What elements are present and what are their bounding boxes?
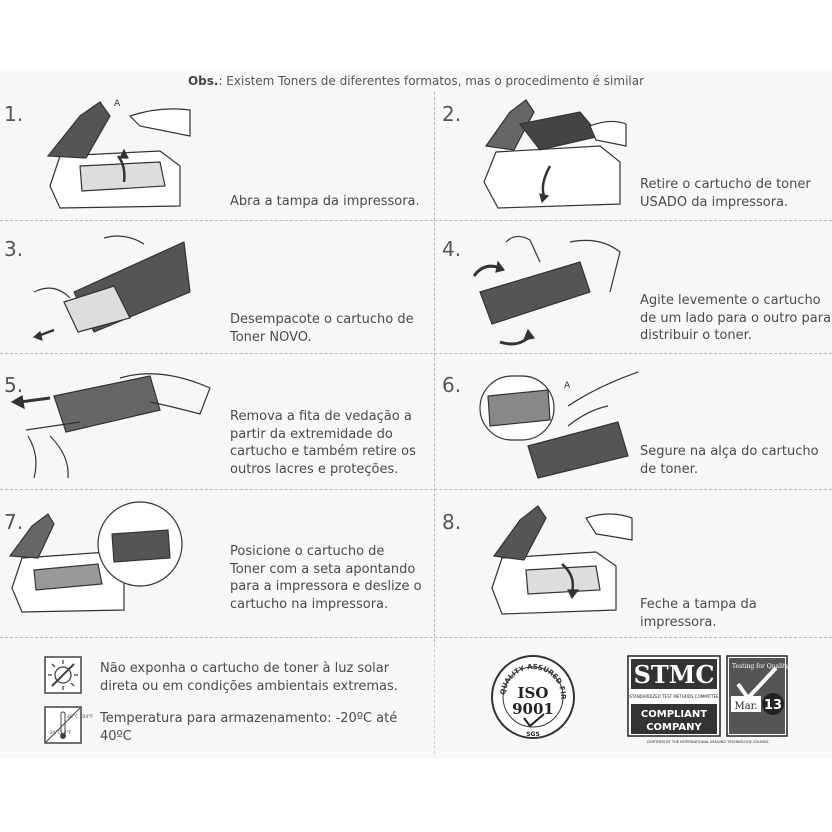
step-5-illustration [10,366,220,482]
temp-icon-high: 40°C 104°F [67,715,93,720]
iso-sub: SGS [526,731,540,738]
temp-icon-low: -20°C -4°F [48,731,72,736]
stmc-logo [628,656,790,750]
step-8-number: 8. [442,510,462,534]
step-4-illustration [470,232,630,348]
step-6-text: Segure na alça do cartucho de toner. [640,444,819,477]
step-7-illustration [8,500,184,616]
step-3-number: 3. [4,237,24,261]
step-2-text: Retire o cartucho de toner USADO da impressora. [640,177,811,210]
step-8-illustration [486,500,636,618]
temperature-icon [44,706,93,742]
step-4-text: Agite levemente o cartucho de um lado para o outro para distribuir o toner. [640,293,832,343]
step-2-illustration [480,96,630,214]
temperature-warning-text: Temperatura para armazenamento: -20ºC até 40ºC [100,711,398,744]
obs-label: Obs. [187,74,219,88]
stmc-cert: CERTIFIED BY THE INTERNATIONAL IMAGING TECHNOLOGY COUNCIL [646,740,770,744]
stmc-sub: STANDARDIZED TEST METHODS COMMITTEE [629,694,719,699]
step-2-number: 2. [442,102,462,126]
step-7-text: Posicione o cartucho de Toner com a seta apontando para a impressora e deslize o cartucho na impressora. [230,544,422,612]
row-divider-4 [0,637,832,638]
stmc-title: STMC [633,660,715,689]
iso-9001-logo [490,654,576,744]
step-5-number: 5. [4,373,24,397]
iso-title: ISO [517,684,549,702]
step-8-text: Feche a tampa da impressora. [640,597,757,630]
row-divider-1 [0,220,832,221]
row-divider-2 [0,353,832,354]
sun-warning-text: Não exponha o cartucho de toner à luz solar direta ou em condições ambientais extremas. [100,661,398,694]
step-1-illustration [40,96,200,214]
stmc-compliant: COMPLIANT [640,709,708,720]
step-4-number: 4. [442,237,462,261]
step-1-label: A [114,99,121,109]
tfq-year: 13 [763,698,783,713]
column-divider [434,92,435,642]
row-divider-3 [0,489,832,490]
obs-text: : Existem Toners de diferentes formatos, mas o procedimento é similar [218,74,645,88]
tfq-title: Testing for Quality [732,663,789,670]
sun-warning-icon [44,656,80,692]
step-5-text: Remova a fita de vedação a partir da extremidade do cartucho e também retire os outros lacres e proteções. [230,409,416,477]
iso-ring-text: QUALITY ASSURED FIR [499,662,568,700]
tfq-month: Mar. [734,701,758,712]
step-3-text: Desempacote o cartucho de Toner NOVO. [230,312,414,345]
stmc-company: COMPANY [646,722,702,733]
step-1-text: Abra a tampa da impressora. [230,194,420,209]
obs-note [0,74,832,88]
step-7-number: 7. [4,510,24,534]
footer-column-divider [434,644,435,754]
iso-number: 9001 [512,700,554,718]
step-6-label: A [564,381,571,391]
step-1-number: 1. [4,102,24,126]
step-3-illustration [34,232,194,344]
step-6-number: 6. [442,373,462,397]
step-6-illustration [478,366,640,482]
